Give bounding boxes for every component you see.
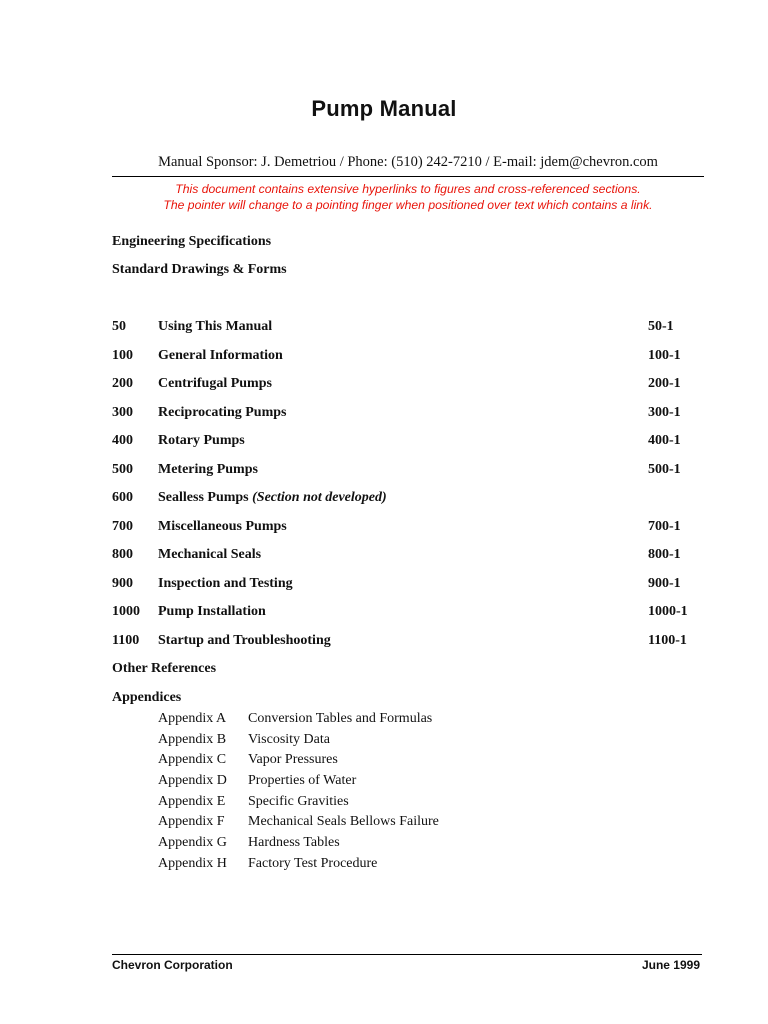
appendix-desc: Viscosity Data: [248, 732, 330, 747]
standard-drawings-link[interactable]: Standard Drawings & Forms: [112, 262, 287, 277]
toc-note: (Section not developed): [252, 490, 387, 505]
appendix-code: Appendix B: [158, 732, 227, 747]
toc-row-300[interactable]: [112, 405, 692, 425]
appendix-row-c[interactable]: [158, 752, 578, 772]
toc-page: 1100-1: [648, 633, 687, 648]
toc-label: Centrifugal Pumps: [158, 376, 272, 391]
toc-row-1100[interactable]: [112, 633, 692, 653]
appendix-desc: Hardness Tables: [248, 835, 340, 850]
notice-line-1: This document contains extensive hyperlinks to figures and cross-referenced sections.: [175, 182, 641, 196]
toc-label: Miscellaneous Pumps: [158, 519, 287, 534]
toc-page: 100-1: [648, 348, 681, 363]
toc-label: Mechanical Seals: [158, 547, 262, 562]
toc-number: 1000: [112, 604, 140, 619]
appendix-desc: Vapor Pressures: [248, 752, 338, 767]
toc-page: 800-1: [648, 547, 681, 562]
appendices-heading[interactable]: Appendices: [112, 690, 182, 705]
toc-page: 1000-1: [648, 604, 688, 619]
appendix-desc: Mechanical Seals Bellows Failure: [248, 814, 439, 829]
hyperlink-notice: [112, 181, 704, 213]
appendix-code: Appendix H: [158, 856, 227, 871]
toc-page: 500-1: [648, 462, 681, 477]
toc-number: 300: [112, 405, 133, 420]
toc-number: 400: [112, 433, 133, 448]
toc-number: 200: [112, 376, 133, 391]
toc-number: 500: [112, 462, 133, 477]
toc-row-600[interactable]: [112, 490, 692, 510]
toc-label: General Information: [158, 348, 283, 363]
toc-label: Reciprocating Pumps: [158, 405, 287, 420]
toc-number: 700: [112, 519, 133, 534]
footer-date: June 1999: [641, 958, 700, 972]
appendix-desc: Specific Gravities: [248, 794, 349, 809]
appendix-row-h[interactable]: [158, 856, 578, 876]
toc-row-700[interactable]: [112, 519, 692, 539]
toc-label: Sealless Pumps (Section not developed): [158, 490, 387, 505]
toc-row-900[interactable]: [112, 576, 692, 596]
toc-number: 600: [112, 490, 133, 505]
other-references-link[interactable]: Other References: [112, 661, 217, 676]
toc-number: 50: [112, 319, 126, 334]
toc-number: 800: [112, 547, 133, 562]
toc-row-500[interactable]: [112, 462, 692, 482]
appendix-code: Appendix F: [158, 814, 225, 829]
appendix-row-d[interactable]: [158, 773, 578, 793]
appendix-code: Appendix D: [158, 773, 227, 788]
appendix-row-g[interactable]: [158, 835, 578, 855]
toc-label: Metering Pumps: [158, 462, 258, 477]
appendix-row-e[interactable]: [158, 794, 578, 814]
toc-number: 1100: [112, 633, 140, 648]
toc-page: 700-1: [648, 519, 681, 534]
toc-number: 100: [112, 348, 133, 363]
footer-divider: [112, 954, 702, 955]
engineering-specifications-link[interactable]: Engineering Specifications: [112, 234, 272, 249]
toc-row-50[interactable]: [112, 319, 692, 339]
sponsor-line: Manual Sponsor: J. Demetriou / Phone: (510) 242-7210 / E-mail: jdem@chevron.com: [158, 154, 658, 170]
header-divider: [112, 176, 704, 177]
appendix-row-b[interactable]: [158, 732, 578, 752]
toc-row-400[interactable]: [112, 433, 692, 453]
appendix-code: Appendix A: [158, 711, 227, 726]
appendix-desc: Properties of Water: [248, 773, 357, 788]
toc-page: 200-1: [648, 376, 681, 391]
appendix-code: Appendix C: [158, 752, 227, 767]
toc-number: 900: [112, 576, 133, 591]
toc-row-200[interactable]: [112, 376, 692, 396]
toc-page: 900-1: [648, 576, 681, 591]
toc-label: Rotary Pumps: [158, 433, 245, 448]
toc-page: 50-1: [648, 319, 674, 334]
appendix-code: Appendix E: [158, 794, 226, 809]
appendix-desc: Conversion Tables and Formulas: [248, 711, 433, 726]
toc-label: Inspection and Testing: [158, 576, 293, 591]
toc-row-800[interactable]: [112, 547, 692, 567]
appendix-row-a[interactable]: [158, 711, 578, 731]
appendix-code: Appendix G: [158, 835, 227, 850]
toc-label: Startup and Troubleshooting: [158, 633, 331, 648]
toc-row-100[interactable]: [112, 348, 692, 368]
appendix-row-f[interactable]: [158, 814, 578, 834]
toc-page: 300-1: [648, 405, 681, 420]
toc-label: Using This Manual: [158, 319, 273, 334]
toc-label: Pump Installation: [158, 604, 266, 619]
footer-company: Chevron Corporation: [112, 958, 233, 972]
page-title: Pump Manual: [311, 96, 457, 121]
appendix-desc: Factory Test Procedure: [248, 856, 378, 871]
toc-page: 400-1: [648, 433, 681, 448]
toc-row-1000[interactable]: [112, 604, 692, 624]
notice-line-2: The pointer will change to a pointing finger when positioned over text which contains a link.: [163, 198, 653, 212]
